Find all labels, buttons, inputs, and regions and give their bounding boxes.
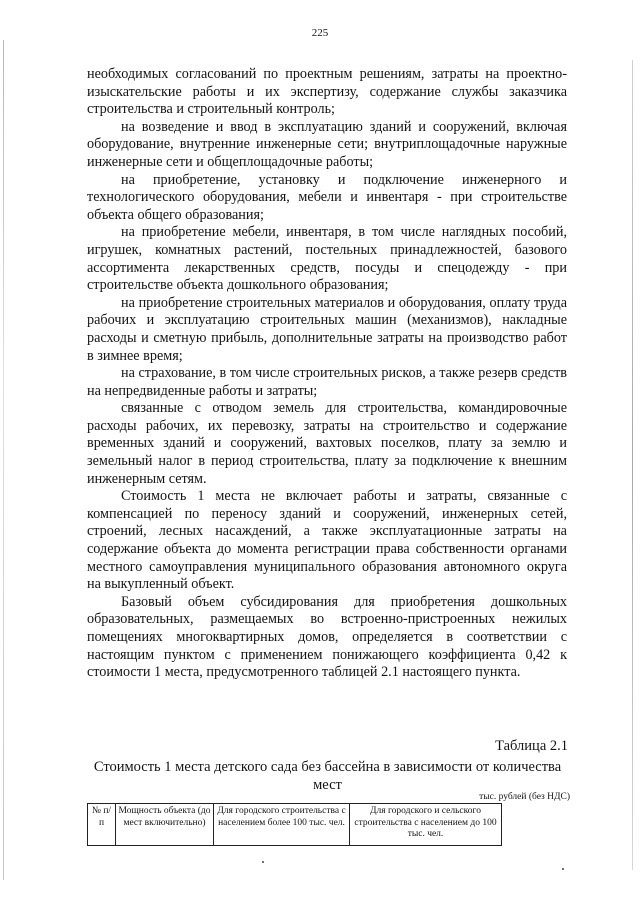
paragraph-continuation: необходимых согласований по проектным решениям, затраты на проектно-изыскательские работы и их экспертизу, содержание службы заказчика строительства и строительный контроль; xyxy=(87,66,567,118)
page-number: 225 xyxy=(311,27,329,39)
table-label: Таблица 2.1 xyxy=(495,738,568,754)
scan-edge-left xyxy=(3,40,4,880)
document-body xyxy=(87,66,567,682)
table-units: тыс. рублей (без НДС) xyxy=(479,792,570,802)
paragraph-insurance: на страхование, в том числе строительных рисков, а также резерв средств на непредвиденные работы и затраты; xyxy=(87,365,567,399)
header-capacity: Мощность объекта (до мест включительно) xyxy=(116,804,214,846)
table-header-row xyxy=(88,804,502,846)
scan-speck xyxy=(562,868,564,870)
header-number: № п/п xyxy=(88,804,116,846)
table-title: Стоимость 1 места детского сада без бассейна в зависимости от количества мест xyxy=(93,759,562,793)
paragraph-land: связанные с отводом земель для строительства, командировочные расходы рабочих, их перевозку, затраты на строительство и содержание временных зданий и сооружений, вахтовых поселков, плату за землю и земельный налог в период строительства, плату за подключение к внешним инженерным сетям. xyxy=(87,400,567,487)
cost-table xyxy=(87,803,502,846)
paragraph-construction: на возведение и ввод в эксплуатацию зданий и сооружений, включая оборудование, внутренние инженерные сети; внутриплощадочные наружные инженерные сети и общеплощадочные работы; xyxy=(87,118,567,170)
scan-speck xyxy=(262,861,264,863)
paragraph-exclusions: Стоимость 1 места не включает работы и затраты, связанные с компенсацией по переносу зданий и сооружений, инженерных сетей, строений, лесных насаждений, а также эксплуатационные затраты на содержание объекта до момента регистрации права собственности органами местного самоуправления муниципального образования автономного округа на выкупленный объект. xyxy=(87,488,567,593)
scan-edge-right xyxy=(632,60,633,870)
paragraph-subsidy: Базовый объем субсидирования для приобретения дошкольных образовательных, размещаемых во встроенно-пристроенных нежилых помещениях многоквартирных домов, определяется в соответствии с настоящим пунктом с применением понижающего коэффициента 0,42 к стоимости 1 места, предусмотренного таблицей 2.1 настоящего пункта. xyxy=(87,593,567,681)
header-urban-rural-small: Для городского и сельского строительства с населением до 100 тыс. чел. xyxy=(350,804,502,846)
paragraph-furniture: на приобретение мебели, инвентаря, в том числе наглядных пособий, игрушек, комнатных растений, постельных принадлежностей, базового ассортимента лекарственных средств, посуды и спецодежду - при строительстве объекта дошкольного образования; xyxy=(87,224,567,294)
header-urban-large: Для городского строительства с населением более 100 тыс. чел. xyxy=(214,804,350,846)
paragraph-equipment: на приобретение, установку и подключение инженерного и технологического оборудования, мебели и инвентаря - при строительстве объекта общего образования; xyxy=(87,171,567,223)
paragraph-materials: на приобретение строительных материалов и оборудования, оплату труда рабочих и эксплуатацию строительных машин (механизмов), накладные расходы и сметную прибыль, дополнительные затраты на производство работ в зимнее время; xyxy=(87,294,567,364)
